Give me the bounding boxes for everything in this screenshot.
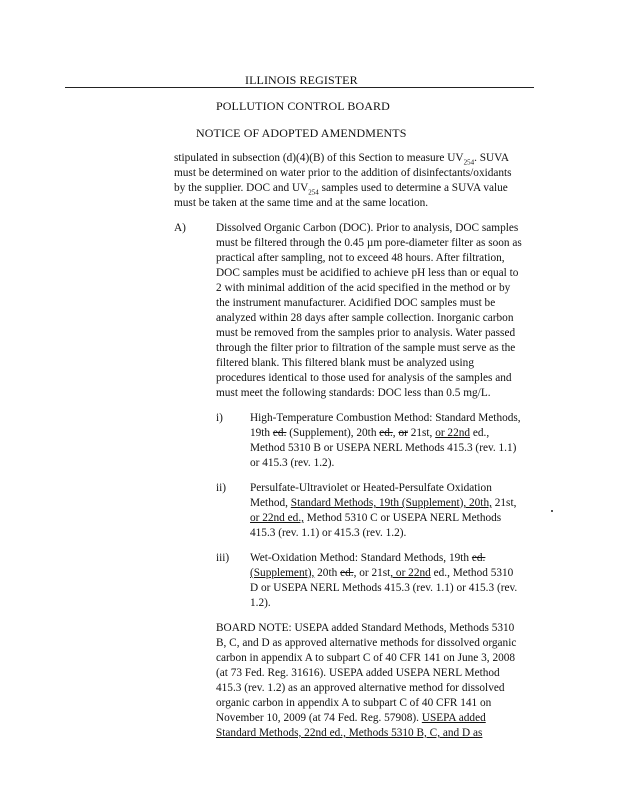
intro-line-3: by the supplier. DOC and $UV_{254}$ samples used to determine a SUVA value bbox=[174, 182, 508, 197]
section-a-line: must be filtered through the 0.45 µm pore-diameter filter as soon as bbox=[216, 237, 522, 249]
board-note-line: (at 73 Fed. Reg. 31616). USEPA added USEPA NERL Method bbox=[216, 667, 500, 679]
section-a-line: 2 with minimal addition of the acid specified in the method or by bbox=[216, 282, 511, 294]
section-a-line: must meet the following standards: DOC less than 0.5 mg/L. bbox=[216, 387, 491, 399]
item-iii-line-2: (Supplement), 20th ed., or 21st, or 22nd ed., Method 5310 bbox=[250, 567, 514, 579]
board-title: POLLUTION CONTROL BOARD bbox=[216, 99, 390, 113]
item-ii-line-4: 415.3 (rev. 1.1) or 415.3 (rev. 1.2). bbox=[250, 527, 407, 539]
item-ii-line-2: Method, Standard Methods, 19th (Supplement), 20th, 21st, bbox=[250, 497, 517, 509]
item-i-label: i) bbox=[216, 412, 223, 424]
item-ii-label: ii) bbox=[216, 482, 227, 494]
item-iii-line-1: Wet-Oxidation Method: Standard Methods, 19th ed. bbox=[250, 552, 486, 564]
notice-title: NOTICE OF ADOPTED AMENDMENTS bbox=[196, 126, 407, 140]
item-ii-line-1: Persulfate-Ultraviolet or Heated-Persulfate Oxidation bbox=[250, 482, 492, 494]
item-i-line-4: or 415.3 (rev. 1.2). bbox=[250, 457, 335, 469]
item-i-line-2: 19th ed. (Supplement), 20th ed., or 21st, or 22nd ed., bbox=[250, 427, 490, 439]
intro-line-4: must be taken at the same time and at the same location. bbox=[174, 197, 429, 209]
margin-mark bbox=[551, 510, 553, 512]
item-iii-line-3: D or USEPA NERL Methods 415.3 (rev. 1.1) or 415.3 (rev. bbox=[250, 582, 518, 594]
item-i-line-1: High-Temperature Combustion Method: Standard Methods, bbox=[250, 412, 521, 424]
board-note-line: 415.3 (rev. 1.2) as an approved alternative method for dissolved bbox=[216, 682, 505, 694]
intro-line-1: stipulated in subsection (d)(4)(B) of this Section to measure $UV_{254}$. SUVA bbox=[174, 152, 510, 167]
section-a-line: Dissolved Organic Carbon (DOC). Prior to analysis, DOC samples bbox=[216, 222, 519, 234]
board-note-line: organic carbon in appendix A to subpart C of 40 CFR 141 on bbox=[216, 697, 492, 709]
section-a-line: through the filter prior to filtration of the sample must serve as the bbox=[216, 342, 516, 354]
board-note-line: BOARD NOTE: USEPA added Standard Methods, Methods 5310 bbox=[216, 622, 515, 634]
section-a-line: procedures identical to those used for analysis of the samples and bbox=[216, 372, 512, 384]
board-note-line: B, C, and D as approved alternative methods for dissolved organic bbox=[216, 637, 517, 649]
section-a-line: must be removed from the samples prior to analysis. Water passed bbox=[216, 327, 516, 339]
board-note-line: November 10, 2009 (at 74 Fed. Reg. 57908). USEPA added bbox=[216, 712, 486, 724]
section-a-line: filtered blank. This filtered blank must be analyzed using bbox=[216, 357, 474, 369]
board-note-line: carbon in appendix A to subpart C of 40 CFR 141 on June 3, 2008 bbox=[216, 652, 516, 664]
register-title: ILLINOIS REGISTER bbox=[245, 73, 358, 87]
item-iii-label: iii) bbox=[216, 552, 230, 564]
section-a-line: DOC samples must be acidified to achieve pH less than or equal to bbox=[216, 267, 519, 279]
section-a-line: analyzed within 28 days after sample collection. Inorganic carbon bbox=[216, 312, 514, 324]
section-a-line: the instrument manufacturer. Acidified DOC samples must be bbox=[216, 297, 496, 309]
section-a-line: practical after sampling, not to exceed 48 hours. After filtration, bbox=[216, 252, 505, 264]
item-iii-line-4: 1.2). bbox=[250, 597, 271, 609]
section-a-label: A) bbox=[174, 222, 186, 234]
board-note-line: Standard Methods, 22nd ed., Methods 5310 B, C, and D as bbox=[216, 727, 483, 739]
item-i-line-3: Method 5310 B or USEPA NERL Methods 415.3 (rev. 1.1) bbox=[250, 442, 517, 454]
intro-line-2: must be determined on water prior to the addition of disinfectants/oxidants bbox=[174, 167, 512, 179]
item-ii-line-3: or 22nd ed., Method 5310 C or USEPA NERL Methods bbox=[250, 512, 502, 524]
header-rule bbox=[65, 87, 534, 88]
